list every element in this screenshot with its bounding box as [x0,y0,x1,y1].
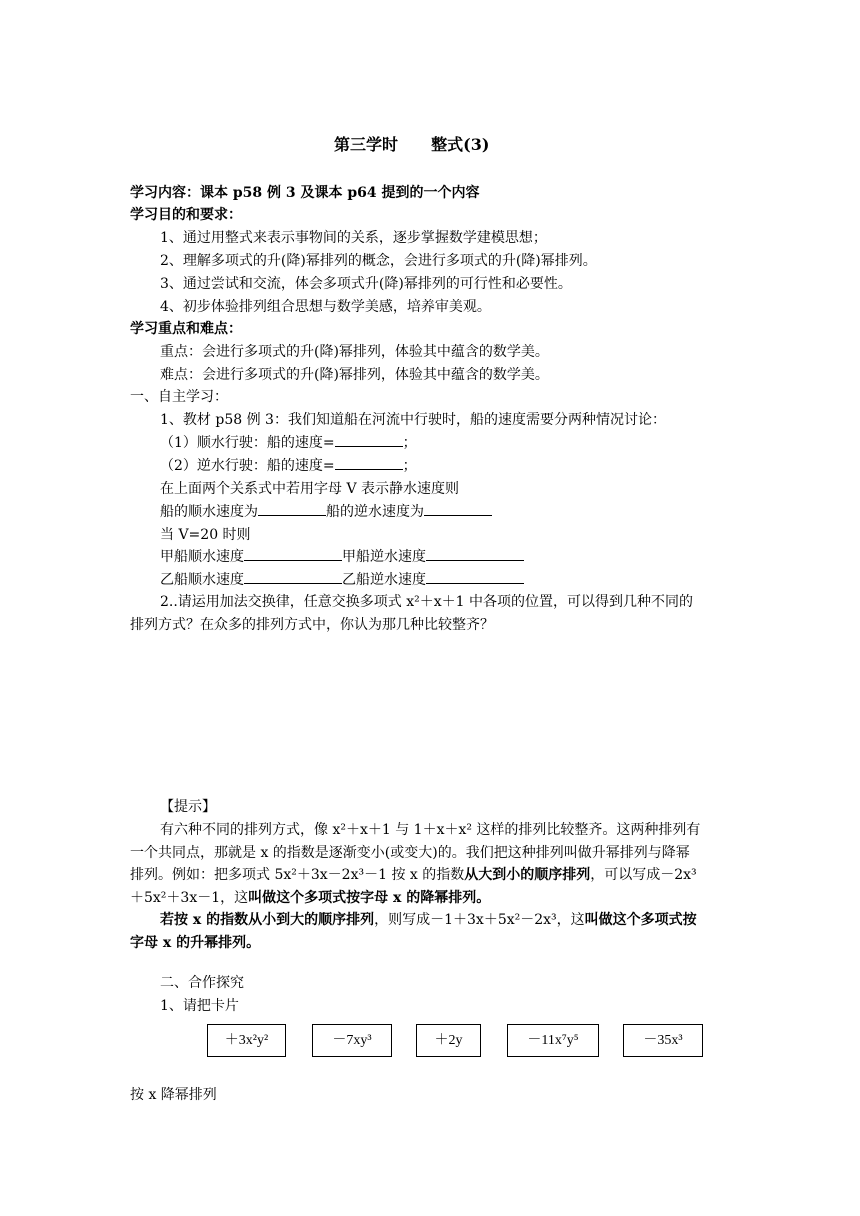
jia-upstream-label: 甲船逆水速度 [342,549,426,565]
answer-blank[interactable] [335,455,403,470]
title-part2: 整式(3) [431,135,490,154]
objective-item: 2、理解多项式的升(降)幂排列的概念，会进行多项式的升(降)幂排列。 [160,253,597,269]
answer-blank[interactable] [424,501,492,516]
answer-blank[interactable] [335,432,403,447]
case2-label: （2）逆水行驶：船的速度= [160,458,335,474]
term-card[interactable]: －11x⁷y⁵ [507,1024,599,1057]
hint-emphasis: 叫做这个多项式按字母 x 的降幂排列。 [248,890,491,906]
hint-line [130,887,490,909]
answer-blank[interactable] [258,501,326,516]
term-card[interactable]: ＋3x²y² [207,1024,286,1057]
section2-item1: 1、请把卡片 [160,998,239,1014]
objectives-heading: 学习目的和要求： [130,207,242,223]
semicolon: ； [402,458,417,474]
hint-text: ，则写成－1＋3x＋5x²－2x³，这 [374,912,585,928]
question-2-line2: 排列方式？在众多的排列方式中，你认为那几种比较整齐？ [130,617,494,633]
hint-emphasis: 从大到小的顺序排列 [464,867,591,883]
answer-blank[interactable] [244,546,342,561]
jia-downstream-label: 甲船顺水速度 [160,549,244,565]
section2-heading: 二、合作探究 [160,975,244,991]
section2-footer: 按 x 降幂排列 [130,1087,217,1103]
case1-label: （1）顺水行驶：船的速度= [160,435,335,451]
hint-text: 排列。例如：把多项式 5x²＋3x－2x³－1 按 x 的指数 [130,867,465,883]
hint-text: ，可以写成－2x³ [590,867,697,883]
ship-speed-line [160,501,492,523]
difficult-point: 难点：会进行多项式的升(降)幂排列，体验其中蕴含的数学美。 [160,367,549,383]
v-definition: 在上面两个关系式中若用字母 V 表示静水速度则 [160,481,460,497]
term-card[interactable]: ＋2y [416,1024,481,1057]
question-2-line1: 2..请运用加法交换律，任意交换多项式 x²＋x＋1 中各项的位置，可以得到几种不同的 [160,594,694,610]
answer-blank[interactable] [244,569,342,584]
ship-downstream-label: 船的顺水速度为 [160,504,258,520]
objective-item: 4、初步体验排列组合思想与数学美感，培养审美观。 [160,299,491,315]
hint-emphasis: 叫做这个多项式按 [584,912,697,928]
page-title [334,134,489,156]
hint-line: 有六种不同的排列方式，像 x²＋x＋1 与 1＋x＋x² 这样的排列比较整齐。这两种排列有 [160,822,701,838]
objective-item: 3、通过尝试和交流，体会多项式升(降)幂排列的可行性和必要性。 [160,276,572,292]
yi-downstream-label: 乙船顺水速度 [160,572,244,588]
yi-upstream-label: 乙船逆水速度 [342,572,426,588]
ship-yi-line [160,569,524,591]
semicolon: ； [402,435,417,451]
key-heading: 学习重点和难点： [130,321,242,337]
term-card[interactable]: －7xy³ [312,1024,392,1057]
hint-line: 一个共同点，那就是 x 的指数是逐渐变小(或变大)的。我们把这种排列叫做升幂排列与降幂 [130,845,690,861]
title-part1: 第三学时 [334,135,399,154]
hint-line [130,864,697,886]
case-downstream [160,432,417,454]
hint-heading: 【提示】 [160,799,216,815]
when-v-line: 当 V=20 时则 [160,527,251,543]
ship-upstream-label: 船的逆水速度为 [326,504,424,520]
section1-heading: 一、自主学习： [130,389,228,405]
hint-line [160,909,697,931]
answer-blank[interactable] [426,569,524,584]
question-1: 1、教材 p58 例 3：我们知道船在河流中行驶时，船的速度需要分两种情况讨论： [160,412,666,428]
case-upstream [160,455,417,477]
key-point: 重点：会进行多项式的升(降)幂排列，体验其中蕴含的数学美。 [160,344,549,360]
hint-text: ＋5x²＋3x－1，这 [130,890,249,906]
hint-emphasis: 若按 x 的指数从小到大的顺序排列 [160,912,375,928]
term-card[interactable]: －35x³ [623,1024,703,1057]
objective-item: 1、通过用整式来表示事物间的关系，逐步掌握数学建模思想； [160,230,547,246]
content-label: 学习内容：课本 p58 例 3 及课本 p64 提到的一个内容 [130,185,480,201]
answer-blank[interactable] [426,546,524,561]
ship-jia-line [160,546,524,568]
hint-line: 字母 x 的升幂排列。 [130,935,261,951]
